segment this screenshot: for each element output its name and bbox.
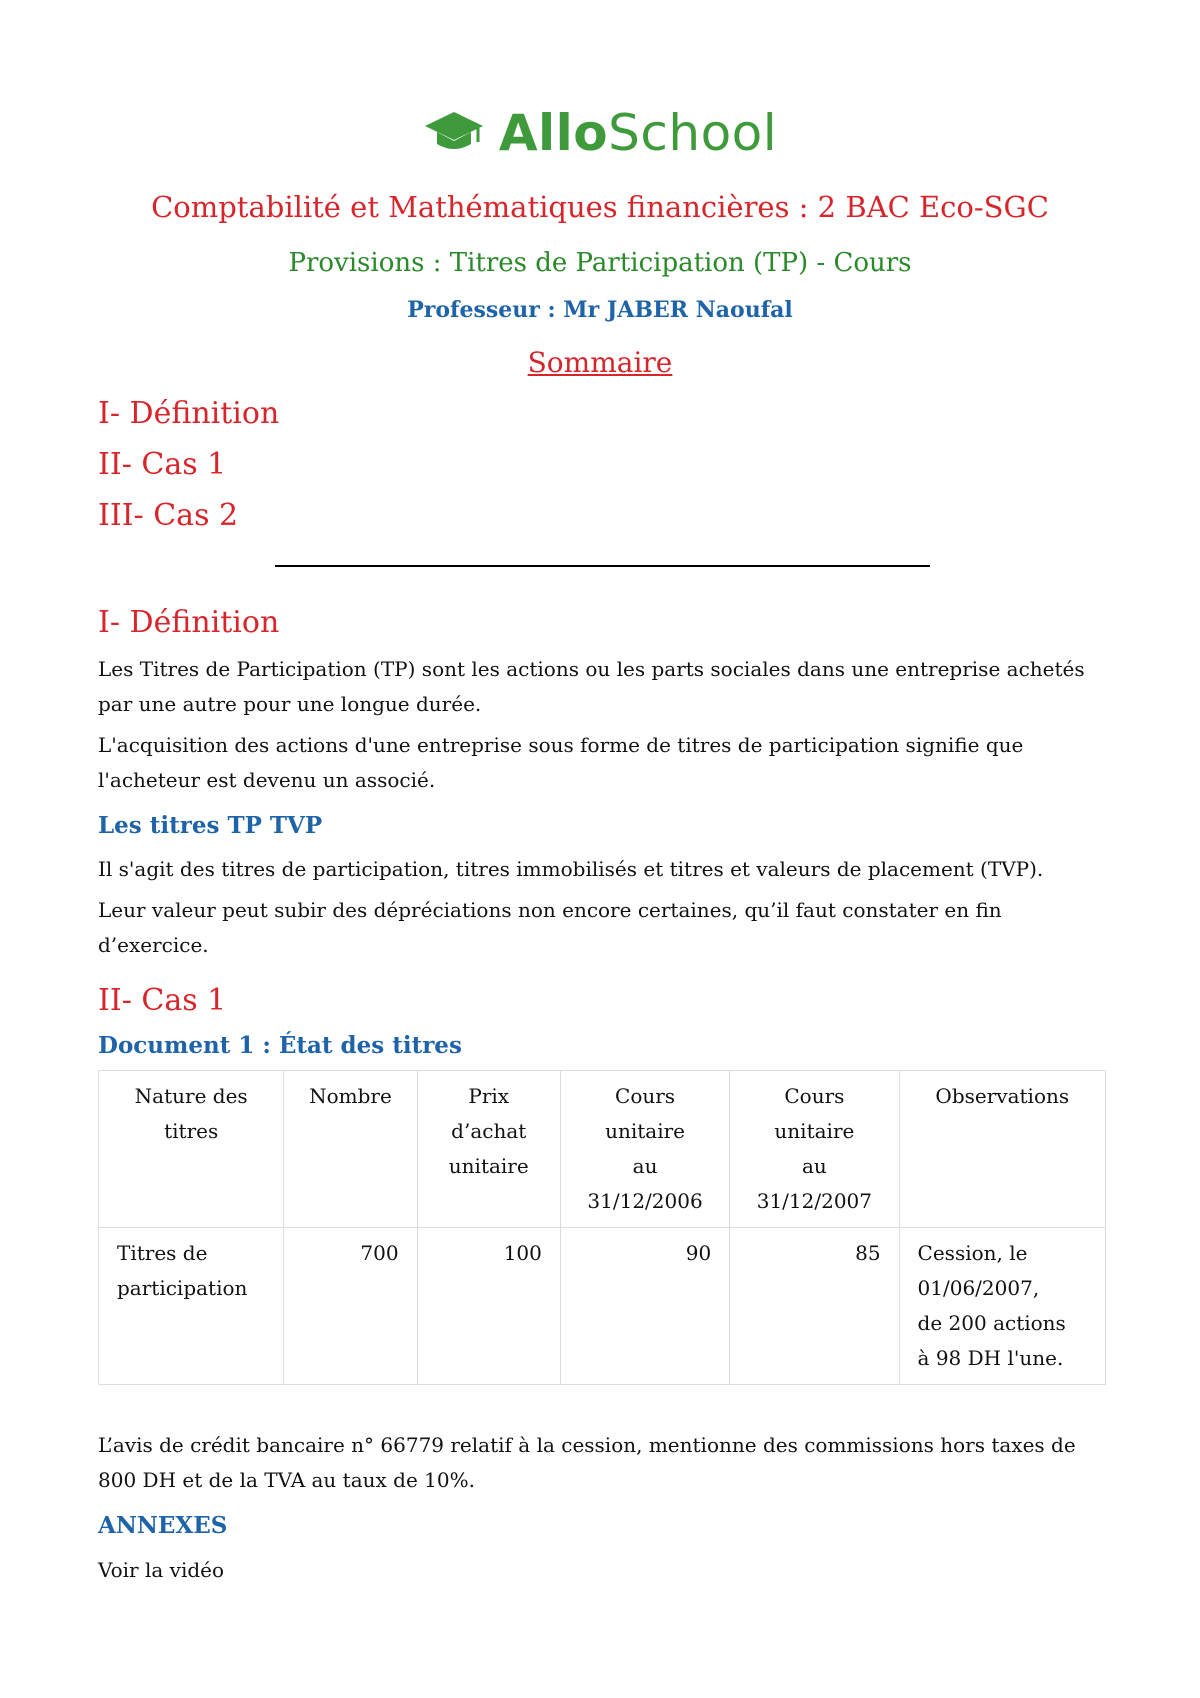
toc-item-definition[interactable]: I- Définition [98, 396, 280, 431]
cell-nature-line: participation [117, 1276, 248, 1300]
teacher-name: Professeur : Mr JABER Naoufal [407, 297, 793, 323]
header-observations [899, 1071, 1105, 1228]
tp-tvp-paragraph-1: Il s'agit des titres de participation, titres immobilisés et titres et valeurs de placement (TVP). [98, 857, 1044, 881]
summary-title: Sommaire [527, 346, 673, 379]
annexes-video-link[interactable]: Voir la vidéo [98, 1558, 225, 1582]
cell-cours-2006: 90 [560, 1228, 729, 1385]
cell-observations [899, 1228, 1105, 1385]
header-nombre-line: Nombre [309, 1084, 392, 1108]
header-cours-2006-line: Cours [615, 1084, 676, 1108]
section-cas-1-title: II- Cas 1 [98, 983, 227, 1018]
logo-text-bold: Allo [498, 104, 609, 162]
logo-text-light: School [608, 104, 778, 162]
tp-tvp-paragraph-2: Leur valeur peut subir des dépréciations non encore certaines, qu’il faut constater en fin d’exercice. [98, 898, 1002, 957]
table-of-contents [98, 396, 279, 549]
header-nombre [284, 1071, 417, 1228]
document-1-title: Document 1 : État des titres [98, 1032, 462, 1059]
table-header-row [99, 1071, 1106, 1228]
header-prix-line: Prix [468, 1084, 510, 1108]
header-nature [99, 1071, 284, 1228]
header-prix-line: unitaire [448, 1154, 529, 1178]
cell-observations-line: Cession, le [917, 1241, 1028, 1265]
header-prix [417, 1071, 560, 1228]
subject-title: Comptabilité et Mathématiques financières : 2 BAC Eco-SGC [151, 190, 1049, 224]
cell-nature-line: Titres de [117, 1241, 208, 1265]
graduation-cap-icon [423, 108, 485, 158]
alloschool-logo[interactable] [0, 104, 1200, 162]
definition-paragraph-1: Les Titres de Participation (TP) sont les actions ou les parts sociales dans une entreprise achetés par une autre pour une longue durée. [98, 657, 1085, 716]
bank-credit-note: L’avis de crédit bancaire n° 66779 relatif à la cession, mentionne des commissions hors taxes de 800 DH et de la TVA au taux de 10%. [98, 1433, 1076, 1492]
header-cours-2007-line: Cours [784, 1084, 845, 1108]
cell-prix: 100 [417, 1228, 560, 1385]
header-nature-line: Nature des [134, 1084, 248, 1108]
lesson-title: Provisions : Titres de Participation (TP) - Cours [288, 248, 912, 278]
cell-observations-line: de 200 actions [917, 1311, 1066, 1335]
toc-item-cas-2[interactable]: III- Cas 2 [98, 498, 239, 533]
toc-item-cas-1[interactable]: II- Cas 1 [98, 447, 227, 482]
table-row [99, 1228, 1106, 1385]
cell-cours-2007: 85 [730, 1228, 899, 1385]
securities-table [98, 1070, 1106, 1385]
definition-paragraph-2: L'acquisition des actions d'une entreprise sous forme de titres de participation signifie que l'acheteur est devenu un associé. [98, 733, 1024, 792]
header-observations-line: Observations [935, 1084, 1070, 1108]
header-cours-2006-line: 31/12/2006 [587, 1189, 703, 1213]
header-nature-line: titres [164, 1119, 219, 1143]
header-cours-2006 [560, 1071, 729, 1228]
section-definition-title: I- Définition [98, 605, 280, 640]
annexes-title: ANNEXES [98, 1512, 228, 1539]
header-prix-line: d’achat [451, 1119, 527, 1143]
cell-nombre: 700 [284, 1228, 417, 1385]
section-divider [275, 565, 930, 567]
header-cours-2007 [730, 1071, 899, 1228]
header-cours-2006-line: au [632, 1154, 658, 1178]
header-cours-2007-line: 31/12/2007 [756, 1189, 873, 1213]
logo-wordmark [498, 104, 778, 162]
cell-nature [99, 1228, 284, 1385]
header-cours-2006-line: unitaire [605, 1119, 686, 1143]
cell-observations-line: à 98 DH l'une. [917, 1346, 1064, 1370]
cell-observations-line: 01/06/2007, [917, 1276, 1040, 1300]
header-cours-2007-line: au [801, 1154, 827, 1178]
header-cours-2007-line: unitaire [774, 1119, 855, 1143]
subsection-tp-tvp-title: Les titres TP TVP [98, 812, 323, 839]
